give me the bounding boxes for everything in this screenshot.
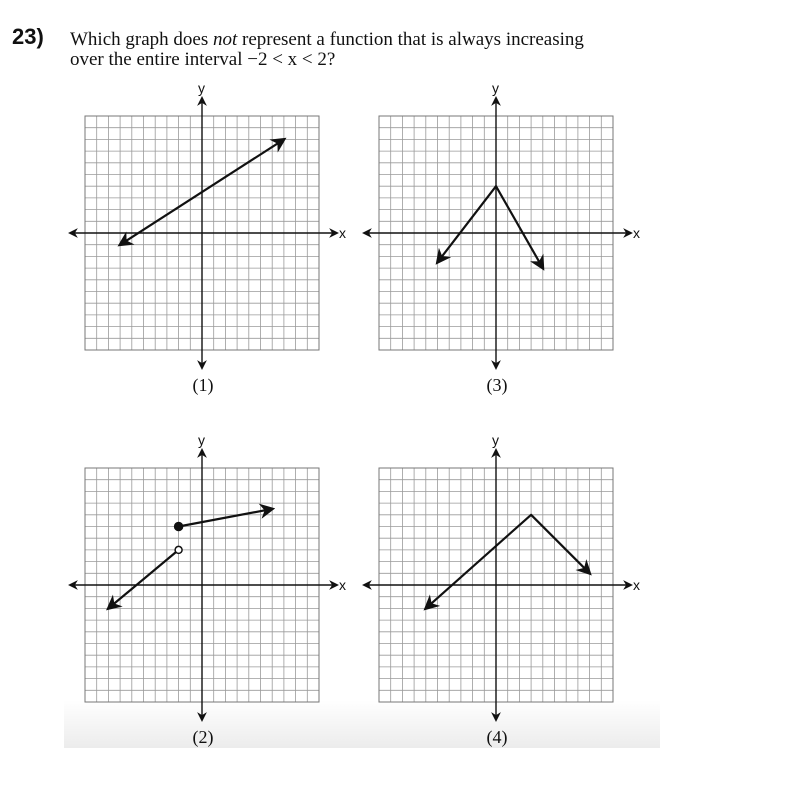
y-axis-label: y <box>492 80 499 96</box>
graph-3 <box>352 80 642 400</box>
graph-svg <box>58 432 348 752</box>
question-line1-start: Which graph does <box>70 29 213 50</box>
graph-label-4: (4) <box>486 727 508 747</box>
graph-label-1: (1) <box>192 375 214 395</box>
graph-1 <box>58 80 348 400</box>
y-axis-label: y <box>198 80 205 96</box>
y-axis-label: y <box>492 432 499 448</box>
question-text <box>70 30 670 70</box>
x-axis-label: x <box>633 577 640 593</box>
closed-endpoint <box>175 523 183 531</box>
graph-svg <box>352 432 642 752</box>
x-axis-label: x <box>339 577 346 593</box>
question-emphasis: not <box>212 29 238 50</box>
open-endpoint <box>175 546 182 553</box>
question-line2: over the entire interval −2 < x < 2? <box>70 49 336 70</box>
graph-line <box>438 186 543 268</box>
graph-svg <box>58 80 348 400</box>
graph-4 <box>352 432 642 752</box>
question-number: 23) <box>12 24 44 49</box>
graph-label-3: (3) <box>486 375 508 395</box>
question-line1-end: represent a function that is always increasing <box>237 29 584 50</box>
graph-2 <box>58 432 348 752</box>
graph-svg <box>352 80 642 400</box>
x-axis-label: x <box>339 225 346 241</box>
y-axis-label: y <box>198 432 205 448</box>
x-axis-label: x <box>633 225 640 241</box>
graph-label-2: (2) <box>192 727 214 747</box>
